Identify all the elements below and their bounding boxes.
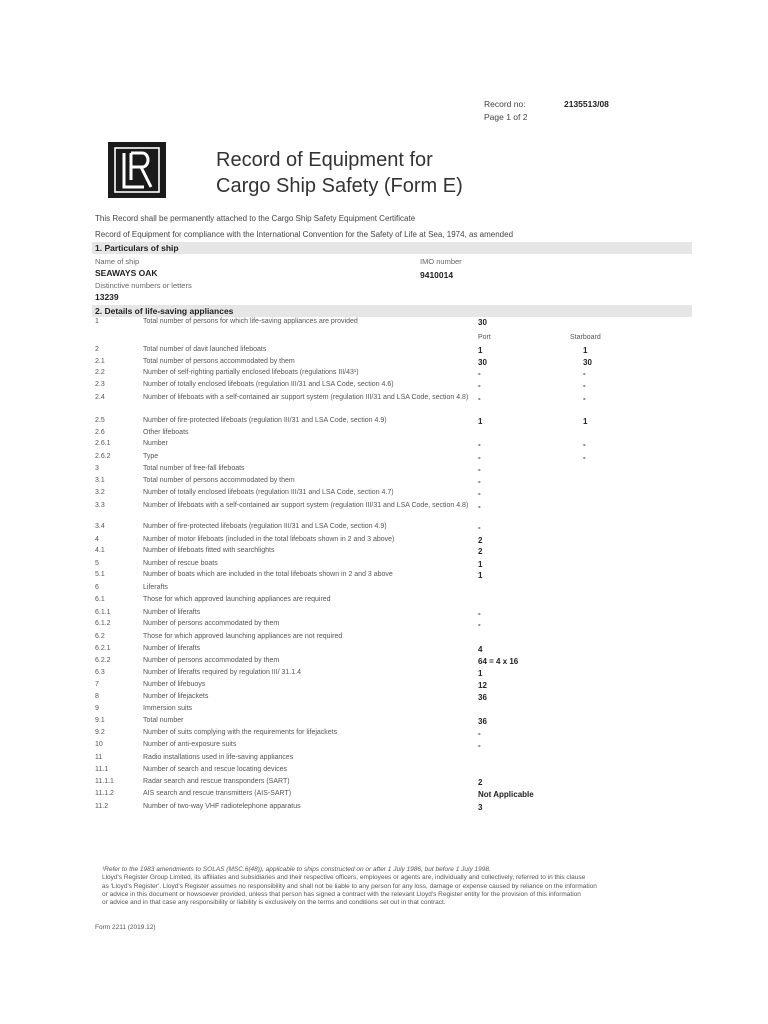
row-value-port: -: [478, 502, 481, 511]
row-number: 1: [95, 318, 99, 325]
row-value-port: 1: [478, 669, 483, 678]
row-number: 3.1: [95, 477, 105, 484]
row-value-port: 2: [478, 778, 483, 787]
row-number: 3.3: [95, 502, 105, 509]
row-number: 11: [95, 754, 103, 761]
title-line-1: Record of Equipment for: [216, 149, 433, 171]
row-number: 11.1.1: [95, 778, 114, 785]
row-description: Total number of davit launched lifeboats: [143, 346, 267, 353]
row-description: Number of persons accommodated by them: [143, 657, 280, 664]
form-identifier: Form 2211 (2019.12): [95, 924, 156, 931]
row-number: 11.2: [95, 803, 109, 810]
row-number: 7: [95, 681, 99, 688]
row-description: Immersion suits: [143, 705, 193, 712]
row-description: Radio installations used in life-saving appliances: [143, 754, 294, 761]
row-description: Number of self-righting partially enclosed lifeboats (regulations III/43¹): [143, 369, 359, 376]
row-number: 6.2.2: [95, 657, 111, 664]
row-number: 3.2: [95, 489, 105, 496]
row-value-port: 1: [478, 346, 483, 355]
row-number: 11.1: [95, 766, 109, 773]
page-indicator: Page 1 of 2: [484, 112, 528, 122]
row-value-port: -: [478, 729, 481, 738]
row-description: Those for which approved launching appliances are not required: [143, 633, 343, 640]
row-description: Number of liferafts: [143, 645, 201, 652]
row-description: Other lifeboats: [143, 429, 189, 436]
row-number: 11.1.2: [95, 790, 114, 797]
row-number: 4: [95, 536, 99, 543]
row-description: Number of persons accommodated by them: [143, 620, 280, 627]
row-value-port: 2: [478, 536, 483, 545]
row-description: Total number of persons for which life-saving appliances are provided: [143, 318, 358, 325]
footnote-line-2: Lloyd's Register Group Limited, its affiliates and subsidiaries and their respective officers, employees or agents are, individually and collectively, referred to in this clause: [102, 874, 586, 882]
distinctive-letters-value: 13239: [95, 292, 119, 302]
row-value-port: 2: [478, 547, 483, 556]
row-description: Number of boats which are included in the total lifeboats shown in 2 and 3 above: [143, 571, 393, 578]
row-description: Number of fire-protected lifeboats (regulation III/31 and LSA Code, section 4.9): [143, 417, 387, 424]
row-value-port: 30: [478, 318, 487, 327]
row-description: Number of totally enclosed lifeboats (regulation III/31 and LSA Code, section 4.6): [143, 381, 394, 388]
lloyds-register-logo: [108, 142, 166, 198]
footnote: [102, 866, 712, 907]
row-value-starboard: -: [583, 440, 586, 449]
row-number: 2.6: [95, 429, 105, 436]
row-number: 2.2: [95, 369, 105, 376]
row-number: 9: [95, 705, 99, 712]
row-value-starboard: -: [583, 453, 586, 462]
row-number: 4.1: [95, 547, 105, 554]
row-value-port: 1: [478, 571, 483, 580]
row-value-port: 1: [478, 417, 483, 426]
row-number: 6.1: [95, 596, 105, 603]
row-number: 6.1.1: [95, 609, 111, 616]
row-number: 6.2: [95, 633, 105, 640]
row-value-port: -: [478, 489, 481, 498]
row-number: 5.1: [95, 571, 105, 578]
row-description: Number: [143, 440, 168, 447]
row-description: Total number: [143, 717, 184, 724]
row-number: 5: [95, 560, 99, 567]
row-number: 2: [95, 346, 99, 353]
row-description: Number of lifeboats with a self-contained air support system (regulation III/31 and LSA Code, section 4.8): [143, 502, 469, 509]
row-number: 2.6.1: [95, 440, 111, 447]
row-value-port: Not Applicable: [478, 790, 534, 799]
row-value-starboard: 30: [583, 358, 592, 367]
row-description: Number of suits complying with the requirements for lifejackets: [143, 729, 338, 736]
row-value-port: 1: [478, 560, 483, 569]
row-number: 9.1: [95, 717, 105, 724]
row-description: Type: [143, 453, 159, 460]
footnote-line-5: or advice and in that case any responsibility or liability is exclusively on the terms and conditions set out in that contract.: [102, 899, 446, 907]
section-1-heading: 1. Particulars of ship: [92, 242, 692, 254]
row-value-port: 36: [478, 693, 487, 702]
ship-name-value: SEAWAYS OAK: [95, 268, 158, 278]
row-value-port: 4: [478, 645, 483, 654]
row-description: Number of search and rescue locating devices: [143, 766, 287, 773]
row-number: 8: [95, 693, 99, 700]
row-number: 2.4: [95, 394, 105, 401]
row-value-port: -: [478, 394, 481, 403]
row-description: Number of lifeboats with a self-contained air support system (regulation III/31 and LSA Code, section 4.8): [143, 394, 469, 401]
footnote-line-3: as 'Lloyd's Register'. Lloyd's Register assumes no responsibility and shall not be liable to any person for any loss, damage or expense caused by reliance on the information: [102, 882, 597, 890]
row-description: AIS search and rescue transmitters (AIS-SART): [143, 790, 292, 797]
row-description: Radar search and rescue transponders (SART): [143, 778, 290, 785]
row-value-port: -: [478, 620, 481, 629]
record-no-value: 2135513/08: [564, 99, 609, 109]
row-value-port: 3: [478, 803, 483, 812]
row-value-port: 30: [478, 358, 487, 367]
row-description: Liferafts: [143, 584, 168, 591]
row-number: 2.1: [95, 358, 105, 365]
row-number: 3: [95, 465, 99, 472]
row-description: Number of liferafts required by regulation III/ 31.1.4: [143, 669, 301, 676]
row-description: Number of motor lifeboats (included in the total lifeboats shown in 2 and 3 above): [143, 536, 395, 543]
row-value-port: 64 = 4 x 16: [478, 657, 519, 666]
section-2-heading: 2. Details of life-saving appliances: [92, 305, 692, 317]
row-value-port: -: [478, 369, 481, 378]
footnote-line-4: or advice in this document or howsoever provided, unless that person has signed a contract with the relevant Lloyd's Register entity for the provision of this information: [102, 890, 581, 898]
row-value-starboard: 1: [583, 346, 588, 355]
row-value-port: -: [478, 523, 481, 532]
record-no-label: Record no:: [484, 99, 526, 109]
intro-line-2: Record of Equipment for compliance with the International Convention for the Safety of Life at Sea, 1974, as amended: [95, 230, 514, 239]
row-number: 10: [95, 741, 103, 748]
intro-line-1: This Record shall be permanently attached to the Cargo Ship Safety Equipment Certificate: [95, 214, 416, 223]
row-description: Those for which approved launching appliances are required: [143, 596, 331, 603]
imo-number-value: 9410014: [420, 270, 454, 280]
row-value-port: -: [478, 440, 481, 449]
row-description: Number of fire-protected lifeboats (regulation III/31 and LSA Code, section 4.9): [143, 523, 387, 530]
row-value-port: -: [478, 381, 481, 390]
row-description: Total number of persons accommodated by them: [143, 358, 295, 365]
row-number: 6.2.1: [95, 645, 111, 652]
row-description: Number of lifejackets: [143, 693, 209, 700]
row-value-port: -: [478, 453, 481, 462]
footnote-line-1: ¹Refer to the 1983 amendments to SOLAS (MSC.6(48)), applicable to ships constructed on or after 1 July 1986, but before 1 July 1998.: [102, 866, 491, 873]
ship-name-label: Name of ship: [95, 257, 140, 266]
row-value-starboard: -: [583, 369, 586, 378]
row-description: Number of lifebuoys: [143, 681, 206, 688]
row-number: 6.3: [95, 669, 105, 676]
row-number: 2.6.2: [95, 453, 111, 460]
title-line-2: Cargo Ship Safety (Form E): [216, 175, 463, 197]
row-value-port: -: [478, 477, 481, 486]
row-value-port: 36: [478, 717, 487, 726]
row-value-port: 12: [478, 681, 487, 690]
imo-number-label: IMO number: [420, 257, 462, 266]
lr-monogram-icon: [114, 147, 160, 193]
starboard-column-label: Starboard: [570, 334, 601, 341]
distinctive-letters-label: Distinctive numbers or letters: [95, 281, 192, 290]
row-value-port: -: [478, 609, 481, 618]
row-description: Number of anti-exposure suits: [143, 741, 237, 748]
row-number: 6: [95, 584, 99, 591]
row-value-starboard: -: [583, 394, 586, 403]
row-number: 3.4: [95, 523, 105, 530]
port-column-label: Port: [478, 334, 491, 341]
row-description: Total number of free-fall lifeboats: [143, 465, 245, 472]
row-number: 9.2: [95, 729, 105, 736]
row-description: Number of totally enclosed lifeboats (regulation III/31 and LSA Code, section 4.7): [143, 489, 394, 496]
record-info: [484, 98, 609, 124]
row-description: Number of liferafts: [143, 609, 201, 616]
row-value-port: -: [478, 741, 481, 750]
document-title: [216, 147, 463, 199]
row-number: 2.3: [95, 381, 105, 388]
row-description: Number of two-way VHF radiotelephone apparatus: [143, 803, 301, 810]
row-number: 6.1.2: [95, 620, 111, 627]
row-value-port: -: [478, 465, 481, 474]
row-number: 2.5: [95, 417, 105, 424]
row-value-starboard: -: [583, 381, 586, 390]
row-value-starboard: 1: [583, 417, 588, 426]
row-description: Number of lifeboats fitted with searchlights: [143, 547, 275, 554]
row-description: Total number of persons accommodated by them: [143, 477, 295, 484]
row-description: Number of rescue boats: [143, 560, 218, 567]
